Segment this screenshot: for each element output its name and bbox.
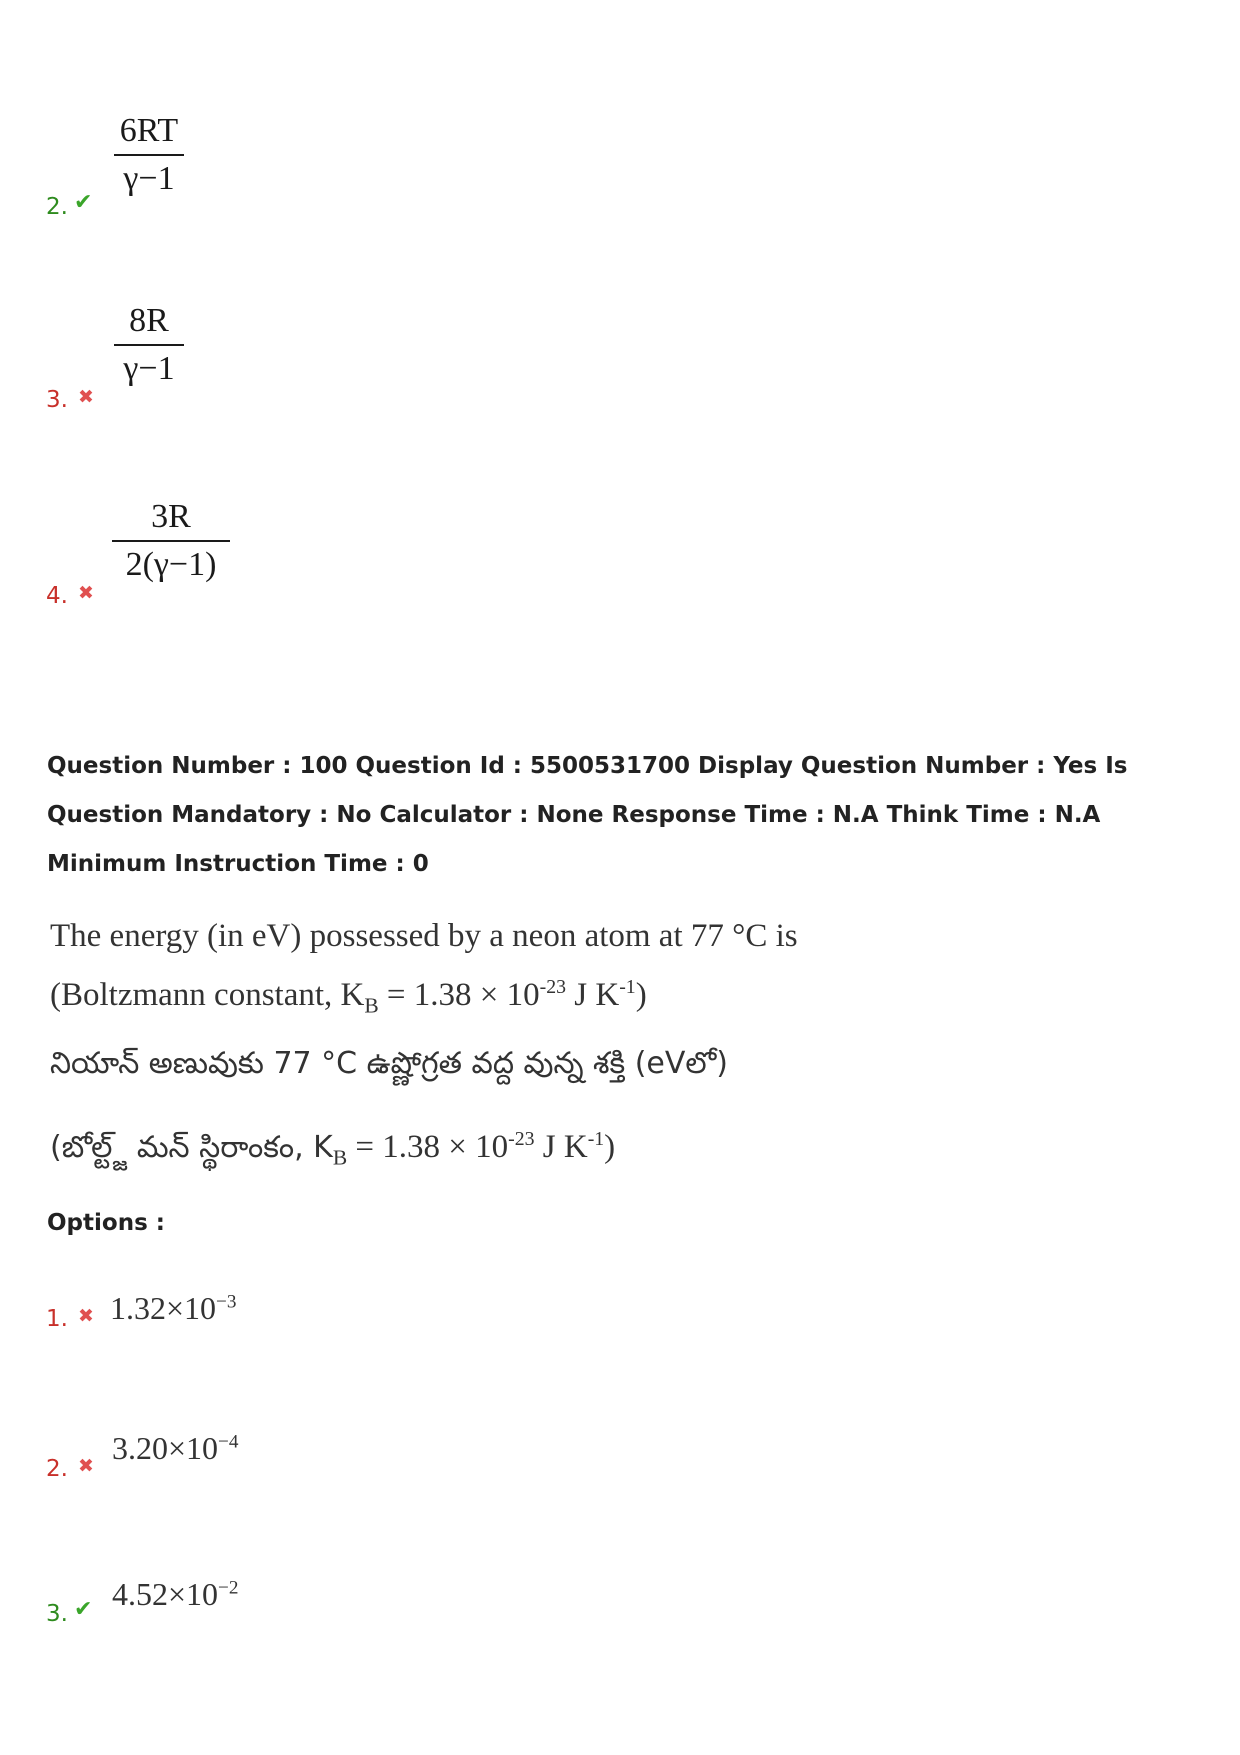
numerator: 8R bbox=[129, 302, 169, 339]
question-text-english: The energy (in eV) possessed by a neon atom at 77 °C is bbox=[50, 918, 798, 954]
denominator: 2(γ−1) bbox=[125, 546, 217, 583]
option-number: 3. bbox=[46, 387, 68, 413]
option-number: 3. bbox=[46, 1601, 68, 1627]
question-text-telugu: నియాన్ అణువుకు 77 °C ఉష్ణోగ్రత వద్ద వున్న శక్తి (eVలో) bbox=[50, 1046, 728, 1081]
option-fraction bbox=[114, 112, 184, 198]
numerator: 3R bbox=[151, 498, 191, 535]
option-fraction bbox=[112, 498, 230, 584]
boltzmann-constant-telugu: (బోల్ట్జ్ మన్ స్థిరాంకం, $K_B = 1.38 \times 10^{-23}$ J $K^{-1}$) bbox=[50, 1128, 616, 1170]
option-fraction bbox=[114, 302, 184, 388]
option-value: $3.20\times 10^{-4}$ bbox=[112, 1430, 239, 1466]
option-number: 2. bbox=[46, 1456, 68, 1482]
check-icon: ✔ bbox=[74, 1597, 93, 1622]
option-number: 2. bbox=[46, 194, 68, 220]
denominator: γ−1 bbox=[123, 350, 175, 387]
denominator: γ−1 bbox=[123, 160, 175, 197]
option-value: $4.52\times 10^{-2}$ bbox=[112, 1576, 239, 1612]
question-metadata: Question Number : 100 Question Id : 5500531700 Display Question Number : Yes Is Question Mandatory : No Calculator : None Response Time : N.A Think Time : N.A Minimum Instruction Time : 0 bbox=[47, 753, 1128, 877]
option-number: 1. bbox=[46, 1306, 68, 1332]
cross-icon: ✖ bbox=[78, 386, 94, 408]
options-label: Options : bbox=[47, 1210, 165, 1236]
option-value: $1.32\times 10^{-3}$ bbox=[110, 1290, 237, 1326]
check-icon: ✔ bbox=[74, 190, 93, 215]
numerator: 6RT bbox=[119, 112, 179, 149]
boltzmann-constant-english: (Boltzmann constant, $K_B = 1.38 \times 10^{-23}$ J $K^{-1}$) bbox=[50, 976, 647, 1018]
option-number: 4. bbox=[46, 583, 68, 609]
cross-icon: ✖ bbox=[78, 1455, 94, 1477]
cross-icon: ✖ bbox=[78, 582, 94, 604]
cross-icon: ✖ bbox=[78, 1305, 94, 1327]
